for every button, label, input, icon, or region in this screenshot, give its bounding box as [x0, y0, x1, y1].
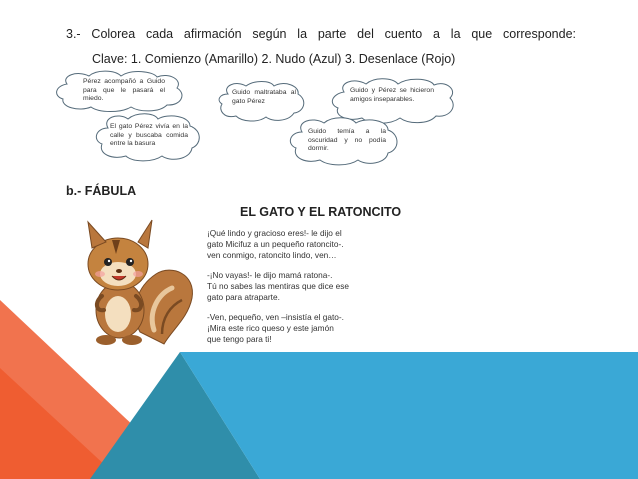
fable-line: gato para atraparte.	[207, 292, 280, 302]
cloud-text: Pérez acompañó a Guido para que le pasará el miedo.	[83, 78, 165, 102]
cloud-text: Guido temía a la oscuridad y no podía dormir.	[308, 128, 386, 152]
fable-line: Tú no sabes las mentiras que dice ese	[207, 281, 350, 291]
fable-paragraph-1	[207, 228, 377, 261]
cloud-statement-1[interactable]	[55, 72, 185, 112]
fable-line: gato Micifuz a un pequeño ratoncito-.	[207, 239, 344, 249]
fable-paragraph-3	[207, 312, 377, 345]
fable-line: -Ven, pequeño, ven –insistía el gato-.	[207, 312, 344, 322]
activity-instruction: 3.- Colorea cada afirmación según la parte del cuento a la que corresponde:	[66, 27, 576, 41]
squirrel-illustration	[68, 214, 198, 354]
fable-paragraph-2	[207, 270, 377, 303]
blue-band	[180, 352, 638, 479]
cloud-text: Guido y Pérez se hicieron amigos inseparables.	[350, 87, 434, 103]
fable-line: ¡Mira este rico queso y este jamón	[207, 323, 334, 333]
fable-line: que tengo para ti!	[207, 334, 272, 344]
cloud-text: El gato Pérez vivía en la calle y buscaba comida entre la basura	[110, 123, 188, 147]
color-key: Clave: 1. Comienzo (Amarillo) 2. Nudo (Azul) 3. Desenlace (Rojo)	[92, 52, 456, 66]
cloud-statement-2[interactable]	[218, 82, 306, 122]
fable-line: ¡Qué lindo y gracioso eres!- le dijo el	[207, 228, 342, 238]
fable-line: ven conmigo, ratoncito lindo, ven…	[207, 250, 337, 260]
fable-line: -¡No vayas!- le dijo mamá ratona-.	[207, 270, 333, 280]
section-label: b.- FÁBULA	[66, 184, 137, 198]
cloud-statement-5[interactable]	[290, 118, 402, 166]
fable-title: EL GATO Y EL RATONCITO	[240, 205, 402, 219]
cloud-statement-4[interactable]	[96, 114, 202, 162]
cloud-text: Guido maltrataba al gato Pérez	[232, 89, 296, 105]
